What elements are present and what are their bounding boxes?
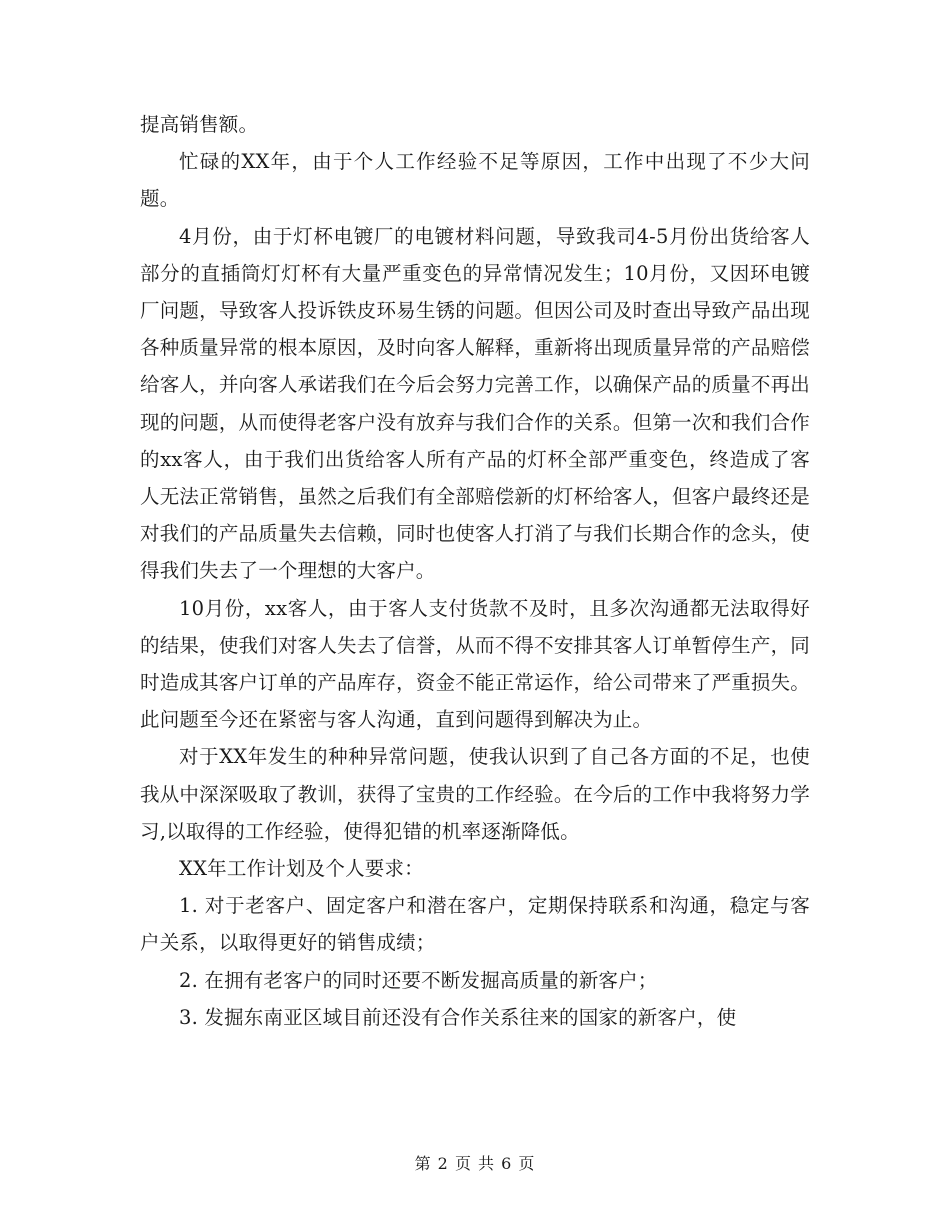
document-body [140,106,810,1036]
plan-item-1: 1. 对于老客户、固定客户和潜在客户，定期保持联系和沟通，稳定与客户关系，以取得更好的销售成绩； [140,894,810,955]
paragraph-payment-issues: 10月份，xx客人，由于客人支付货款不及时，且多次沟通都无法取得好的结果，使我们对客人失去了信誉，从而不得不安排其客人订单暂停生产，同时造成其客户订单的产品库存，资金不能正常运作，给公司带来了严重损失。此问题至今还在紧密与客人沟通，直到问题得到解决为止。 [140,596,810,732]
paragraph-continuation: 提高销售额。 [140,113,259,136]
paragraph-problems-intro: 忙碌的XX年，由于个人工作经验不足等原因，工作中出现了不少大问题。 [140,150,810,211]
paragraph-plan-heading: XX年工作计划及个人要求： [179,857,424,881]
paragraph-quality-issues: 4月份，由于灯杯电镀厂的电镀材料问题，导致我司4-5月份出货给客人部分的直插筒灯灯杯有大量严重变色的异常情况发生；10月份，又因环电镀厂问题，导致客人投诉铁皮环易生锈的问题。但因公司及时查出导致产品出现各种质量异常的根本原因，及时向客人解释，重新将出现质量异常的产品赔偿给客人，并向客人承诺我们在今后会努力完善工作，以确保产品的质量不再出现的问题，从而使得老客户没有放弃与我们合作的关系。但第一次和我们合作的xx客人，由于我们出货给客人所有产品的灯杯全部严重变色，终造成了客人无法正常销售，虽然之后我们有全部赔偿新的灯杯给客人，但客户最终还是对我们的产品质量失去信赖，同时也使客人打消了与我们长期合作的念头，使得我们失去了一个理想的大客户。 [140,224,810,583]
page-number-footer: 第 2 页 共 6 页 [414,1154,536,1173]
paragraph-lessons-learned: 对于XX年发生的种种异常问题，使我认识到了自己各方面的不足，也使我从中深深吸取了教训，获得了宝贵的工作经验。在今后的工作中我将努力学习,以取得的工作经验，使得犯错的机率逐渐降低。 [140,745,810,843]
plan-item-2: 2. 在拥有老客户的同时还要不断发掘高质量的新客户； [179,968,658,992]
plan-item-3: 3. 发掘东南亚区域目前还没有合作关系往来的国家的新客户，使 [179,1005,737,1029]
